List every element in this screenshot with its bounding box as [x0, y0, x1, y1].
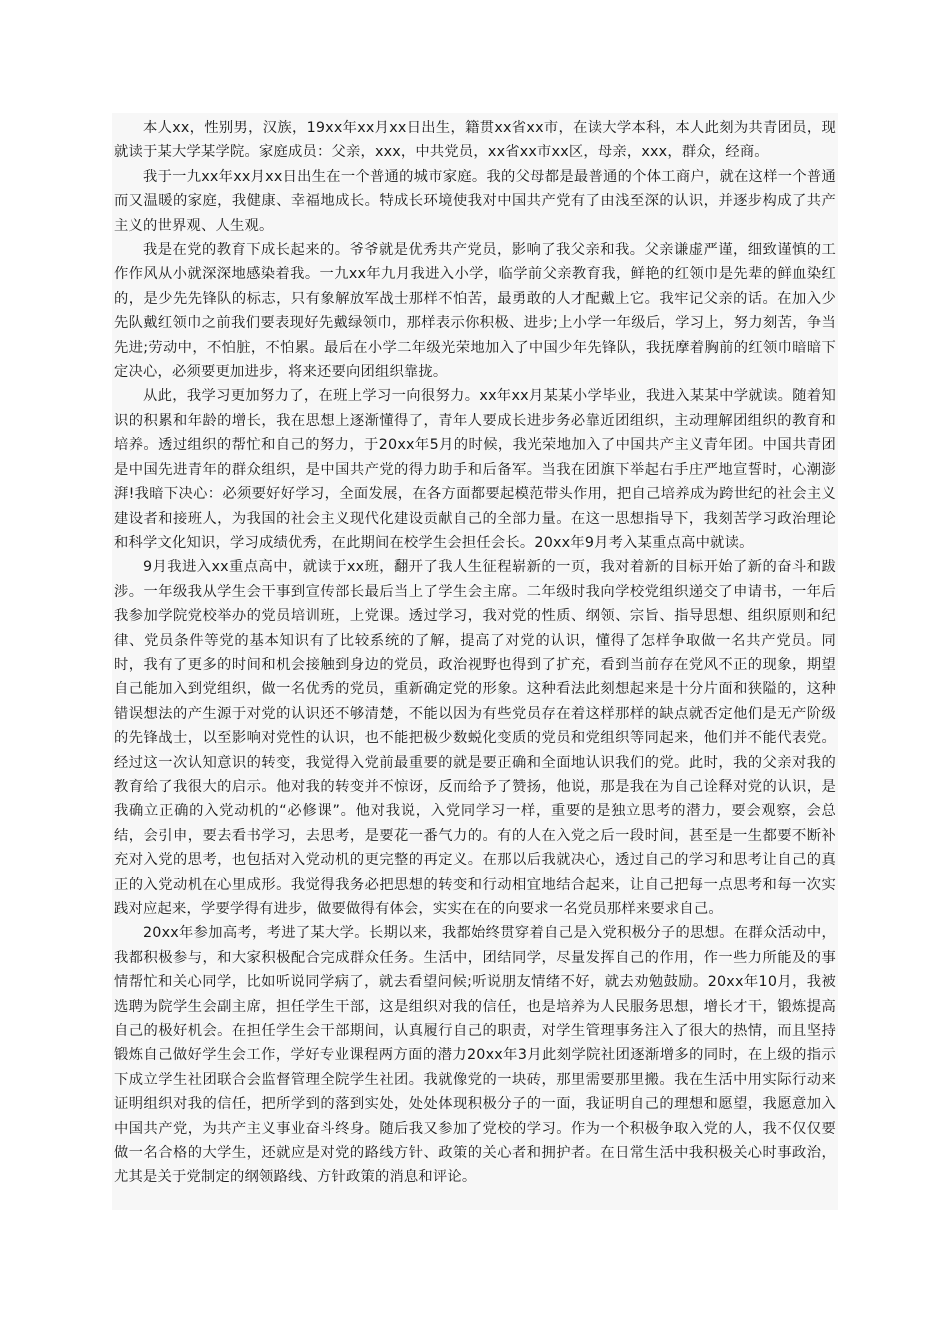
paragraph-family-background: 我于一九xx年xx月xx日出生在一个普通的城市家庭。我的父母都是最普通的个体工商户，就在这样一个普通而又温暖的家庭，我健康、幸福地成长。特成长环境使我对中国共产党有了由浅至深的认识，并逐步构成了共产主义的世界观、人生观。	[114, 168, 836, 234]
document-body	[112, 113, 838, 1210]
paragraph-middle-school: 从此，我学习更加努力了，在班上学习一向很努力。xx年xx月某某小学毕业，我进入某某中学就读。随着知识的积累和年龄的增长，我在思想上逐渐懂得了，青年人要成长进步务必靠近团组织，主动理解团组织的教育和培养。透过组织的帮忙和自己的努力，于20xx年5月的时候，我光荣地加入了中国共产主义青年团。中国共青团是中国先进青年的群众组织，是中国共产党的得力助手和后备军。当我在团旗下举起右手庄严地宣誓时，心潮澎湃!我暗下决心：必须要好好学习，全面发展，在各方面都要起模范带头作用，把自己培养成为跨世纪的社会主义建设者和接班人，为我国的社会主义现代化建设贡献自己的全部力量。在这一思想指导下，我刻苦学习政治理论和科学文化知识，学习成绩优秀，在此期间在校学生会担任会长。20xx年9月考入某重点高中就读。	[114, 388, 836, 551]
paragraph-primary-school: 我是在党的教育下成长起来的。爷爷就是优秀共产党员，影响了我父亲和我。父亲谦虚严谨，细致谨慎的工作作风从小就深深地感染着我。一九xx年九月我进入小学，临学前父亲教育我，鲜艳的红领巾是先辈的鲜血染红的，是少先先锋队的标志，只有象解放军战士那样不怕苦，最勇敢的人才配戴上它。我牢记父亲的话。在加入少先队戴红领巾之前我们要表现好先戴绿领巾，那样表示你积极、进步;上小学一年级后，学习上，努力刻苦，争当先进;劳动中，不怕脏，不怕累。最后在小学二年级光荣地加入了中国少年先锋队，我抚摩着胸前的红领巾暗暗下定决心，必须要更加进步，将来还要向团组织靠拢。	[114, 242, 836, 381]
paragraph-high-school: 9月我进入xx重点高中，就读于xx班，翻开了我人生征程崭新的一页，我对着新的目标开始了新的奋斗和跋涉。一年级我从学生会干事到宣传部长最后当上了学生会主席。二年级时我向学校党组织递交了申请书，一年后我参加学院党校举办的党员培训班，上党课。透过学习，我对党的性质、纲领、宗旨、指导思想、组织原则和纪律、党员条件等党的基本知识有了比较系统的了解，提高了对党的认识，懂得了怎样争取做一名共产党员。同时，我有了更多的时间和机会接触到身边的党员，政治视野也得到了扩充，看到当前存在党风不正的现象，期望自己能加入到党组织，做一名优秀的党员，重新确定党的形象。这种看法此刻想起来是十分片面和狭隘的，这种错误想法的产生源于对党的认识还不够清楚，不能以因为有些党员存在着这样那样的缺点就否定他们是无产阶级的先锋战士，以至影响对党性的认识，也不能把极少数蜕化变质的党员和党组织等同起来，他们并不能代表党。经过这一次认知意识的转变，我觉得入党前最重要的就是要正确和全面地认识我们的党。此时，我的父亲对我的教育给了我很大的启示。他对我的转变并不惊讶，反而给予了赞扬，他说，那是我在为自己诠释对党的认识，是我确立正确的入党动机的“必修课”。他对我说，入党同学习一样，重要的是独立思考的潜力，要会观察，会总结，会引申，要去看书学习，去思考，是要花一番气力的。有的人在入党之后一段时间，甚至是一生都要不断补充对入党的思考，也包括对入党动机的更完整的再定义。在那以后我就决心，透过自己的学习和思考让自己的真正的入党动机在心里成形。我觉得我务必把思想的转变和行动相宜地结合起来，让自己把每一点思考和每一次实践对应起来，学要学得有进步，做要做得有体会，实实在在的向要求一名党员那样来要求自己。	[114, 559, 836, 917]
paragraph-personal-info: 本人xx，性别男，汉族，19xx年xx月xx日出生，籍贯xx省xx市，在读大学本科，本人此刻为共青团员，现就读于某大学某学院。家庭成员：父亲，xxx，中共党员，xx省xx市xx区，母亲，xxx，群众，经商。	[114, 120, 836, 161]
paragraph-university: 20xx年参加高考，考进了某大学。长期以来，我都始终贯穿着自己是入党积极分子的思想。在群众活动中，我都积极参与，和大家积极配合完成群众任务。生活中，团结同学，尽量发挥自己的作用，作一些力所能及的事情帮忙和关心同学，比如听说同学病了，就去看望问候;听说朋友情绪不好，就去劝勉鼓励。20xx年10月，我被选聘为院学生会副主席，担任学生干部，这是组织对我的信任，也是培养为人民服务思想，增长才干，锻炼提高自己的极好机会。在担任学生会干部期间，认真履行自己的职责，对学生管理事务注入了很大的热情，而且坚持锻炼自己做好学生会工作，学好专业课程两方面的潜力20xx年3月此刻学院社团逐渐增多的同时，在上级的指示下成立学生社团联合会监督管理全院学生社团。我就像党的一块砖，那里需要那里搬。我在生活中用实际行动来证明组织对我的信任，把所学到的落到实处，处处体现积极分子的一面，我证明自己的理想和愿望，我愿意加入中国共产党，为共产主义事业奋斗终身。随后我又参加了党校的学习。作为一个积极争取入党的人，我不仅仅要做一名合格的大学生，还就应是对党的路线方针、政策的关心者和拥护者。在日常生活中我积极关心时事政治，尤其是关于党制定的纲领路线、方针政策的消息和评论。	[114, 925, 836, 1186]
